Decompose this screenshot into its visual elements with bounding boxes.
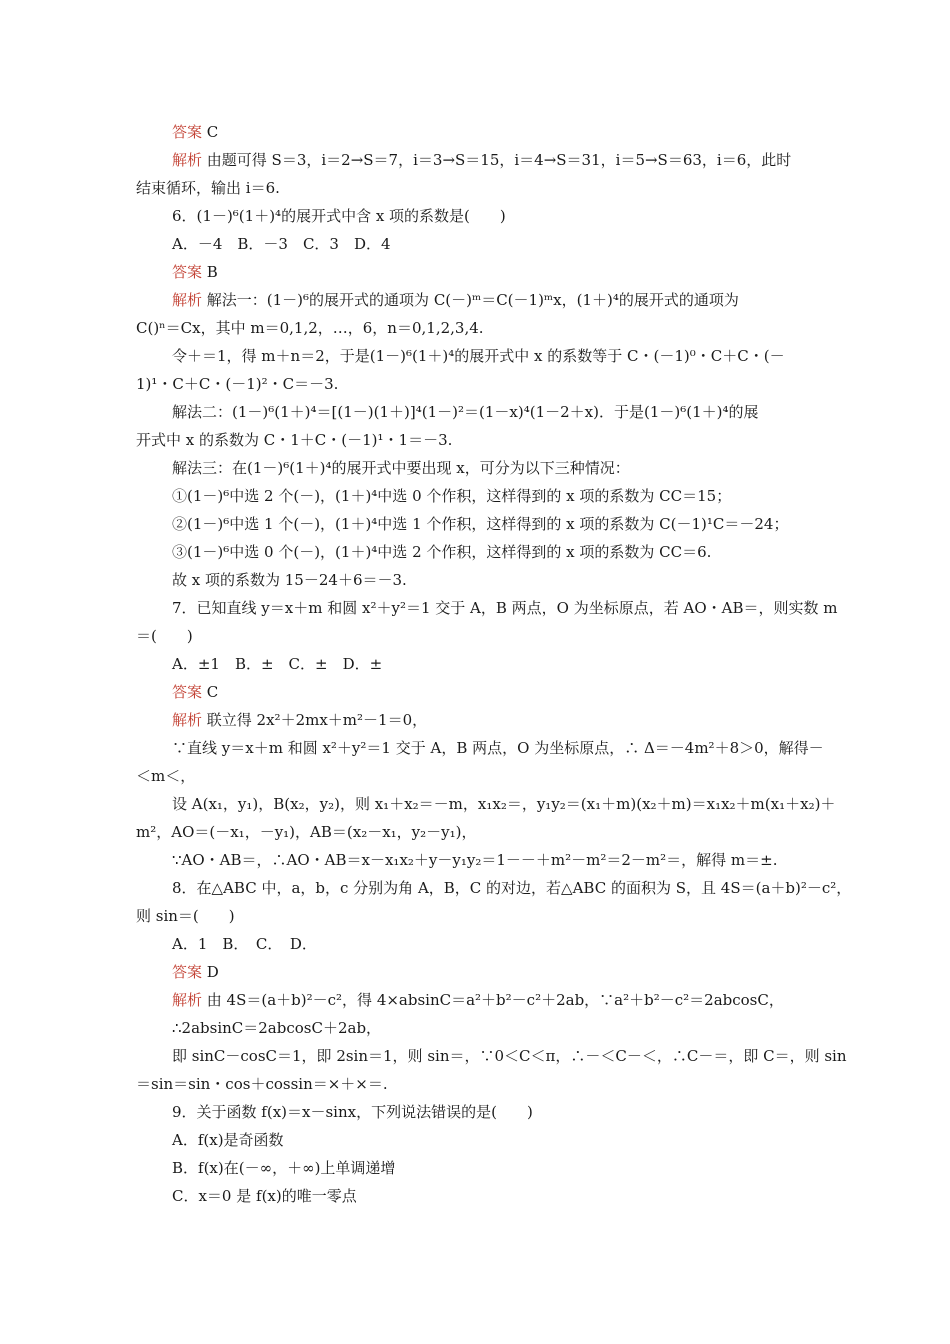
text-line — [136, 178, 280, 198]
text-line — [172, 458, 630, 478]
text-line — [172, 850, 778, 870]
line-text: 由 4S＝(a＋b)²－c²，得 4×absinC＝a²＋b²－c²＋2ab，∵a²＋b²－c²＝2abcosC， — [202, 991, 784, 1009]
line-text: 6．(1－)⁶(1＋)⁴的展开式中含 x 项的系数是( ) — [172, 207, 506, 225]
line-text: 7．已知直线 y＝x＋m 和圆 x²＋y²＝1 交于 A，B 两点，O 为坐标原点，若 AO・AB＝，则实数 m — [172, 599, 838, 617]
line-text: 则 sin＝( ) — [136, 907, 235, 925]
text-line — [172, 794, 835, 814]
text-line — [172, 1102, 533, 1122]
answer-tag: 解析 — [172, 991, 203, 1009]
line-text: ＜m＜， — [136, 767, 196, 785]
text-line — [172, 878, 851, 898]
answer-tag: 解析 — [172, 291, 203, 309]
text-line — [136, 822, 477, 842]
text-line — [172, 990, 784, 1010]
line-text: 即 sinC－cosC＝1，即 2sin＝1，则 sin＝，∵0＜C＜π，∴－＜C－＜，∴C－＝，即 C＝，则 sin — [172, 1047, 847, 1065]
text-line — [172, 206, 506, 226]
line-text: D — [202, 963, 219, 981]
text-line — [172, 738, 824, 758]
answer-tag: 答案 — [172, 963, 203, 981]
text-line — [136, 430, 452, 450]
line-text: ∵直线 y＝x＋m 和圆 x²＋y²＝1 交于 A，B 两点，O 为坐标原点，∴ Δ＝－4m²＋8＞0，解得－ — [172, 739, 824, 757]
text-line — [172, 654, 382, 674]
line-text: 解法三：在(1－)⁶(1＋)⁴的展开式中要出现 x，可分为以下三种情况： — [172, 459, 630, 477]
text-line — [172, 514, 788, 534]
text-line — [172, 598, 837, 618]
line-text: C — [202, 683, 219, 701]
text-line — [136, 318, 484, 338]
line-text: m²，AO＝(－x₁，－y₁)，AB＝(x₂－x₁，y₂－y₁)， — [136, 823, 477, 841]
text-line — [172, 1158, 395, 1178]
answer-tag: 答案 — [172, 683, 203, 701]
line-text: ∴2absinC＝2abcosC＋2ab， — [172, 1019, 382, 1037]
text-line — [172, 262, 218, 282]
line-text: 8．在△ABC 中，a，b，c 分别为角 A，B，C 的对边，若△ABC 的面积为 S，且 4S＝(a＋b)²－c²， — [172, 879, 852, 897]
answer-tag: 答案 — [172, 123, 203, 141]
text-line — [172, 346, 785, 366]
line-text: ∵AO・AB＝，∴AO・AB＝x－x₁x₂＋y－y₁y₂＝1－－＋m²－m²＝2－m²＝，解得 m＝±. — [172, 851, 778, 869]
text-line — [136, 1074, 388, 1094]
text-line — [172, 402, 759, 422]
text-line — [136, 906, 235, 926]
line-text: A．1 B． C． D． — [172, 935, 317, 953]
text-line — [136, 766, 195, 786]
line-text: C()ⁿ＝Cx，其中 m＝0,1,2，…，6，n＝0,1,2,3,4. — [136, 319, 484, 337]
line-text: ③(1－)⁶中选 0 个(－)，(1＋)⁴中选 2 个作积，这样得到的 x 项的系数为 CC＝6. — [172, 543, 712, 561]
answer-tag: 解析 — [172, 151, 203, 169]
text-line — [172, 1046, 847, 1066]
line-text: 解法一：(1－)⁶的展开式的通项为 C(－)ᵐ＝C(－1)ᵐx，(1＋)⁴的展开式的通项为 — [202, 291, 739, 309]
line-text: 开式中 x 的系数为 C・1＋C・(－1)¹・1＝－3. — [136, 431, 453, 449]
line-text: 故 x 项的系数为 15－24＋6＝－3. — [172, 571, 407, 589]
line-text: A．f(x)是奇函数 — [172, 1131, 284, 1149]
text-line — [172, 962, 219, 982]
answer-tag: 解析 — [172, 711, 203, 729]
text-line — [172, 934, 317, 954]
line-text: 结束循环，输出 i＝6. — [136, 179, 280, 197]
line-text: A．－4 B．－3 C．3 D．4 — [172, 235, 391, 253]
line-text: 令＋＝1，得 m＋n＝2，于是(1－)⁶(1＋)⁴的展开式中 x 的系数等于 C・(－1)⁰・C＋C・(－ — [172, 347, 785, 365]
text-line — [172, 570, 407, 590]
text-line — [172, 290, 739, 310]
line-text: ＝sin＝sin・cos＋cossin＝×＋×＝. — [136, 1075, 388, 1093]
text-line — [172, 542, 711, 562]
text-line — [136, 374, 338, 394]
text-line — [172, 710, 427, 730]
line-text: B．f(x)在(－∞，＋∞)上单调递增 — [172, 1159, 396, 1177]
line-text: 由题可得 S＝3，i＝2→S＝7，i＝3→S＝15，i＝4→S＝31，i＝5→S＝63，i＝6，此时 — [202, 151, 792, 169]
text-line — [172, 150, 791, 170]
text-line — [172, 1018, 381, 1038]
text-line — [172, 122, 218, 142]
line-text: 设 A(x₁，y₁)，B(x₂，y₂)，则 x₁＋x₂＝－m，x₁x₂＝，y₁y₂＝(x₁＋m)(x₂＋m)＝x₁x₂＋m(x₁＋x₂)＋ — [172, 795, 836, 813]
line-text: 9．关于函数 f(x)＝x－sinx，下列说法错误的是( ) — [172, 1103, 533, 1121]
text-line — [172, 1186, 357, 1206]
text-line — [136, 626, 193, 646]
line-text: 解法二：(1－)⁶(1＋)⁴＝[(1－)(1＋)]⁴(1－)²＝(1－x)⁴(1－2＋x)．于是(1－)⁶(1＋)⁴的展 — [172, 403, 759, 421]
line-text: C．x＝0 是 f(x)的唯一零点 — [172, 1187, 357, 1205]
text-line — [172, 1130, 284, 1150]
line-text: 联立得 2x²＋2mx＋m²－1＝0， — [202, 711, 428, 729]
answer-tag: 答案 — [172, 263, 203, 281]
line-text: A．±1 B．± C．± D．± — [172, 655, 383, 673]
line-text: 1)¹・C＋C・(－1)²・C＝－3. — [136, 375, 339, 393]
line-text: C — [202, 123, 219, 141]
line-text: B — [202, 263, 218, 281]
text-line — [172, 682, 218, 702]
text-line — [172, 486, 731, 506]
line-text: ②(1－)⁶中选 1 个(－)，(1＋)⁴中选 1 个作积，这样得到的 x 项的系数为 C(－1)¹C＝－24； — [172, 515, 789, 533]
line-text: ①(1－)⁶中选 2 个(－)，(1＋)⁴中选 0 个作积，这样得到的 x 项的系数为 CC＝15； — [172, 487, 732, 505]
text-line — [172, 234, 391, 254]
line-text: ＝( ) — [136, 627, 193, 645]
